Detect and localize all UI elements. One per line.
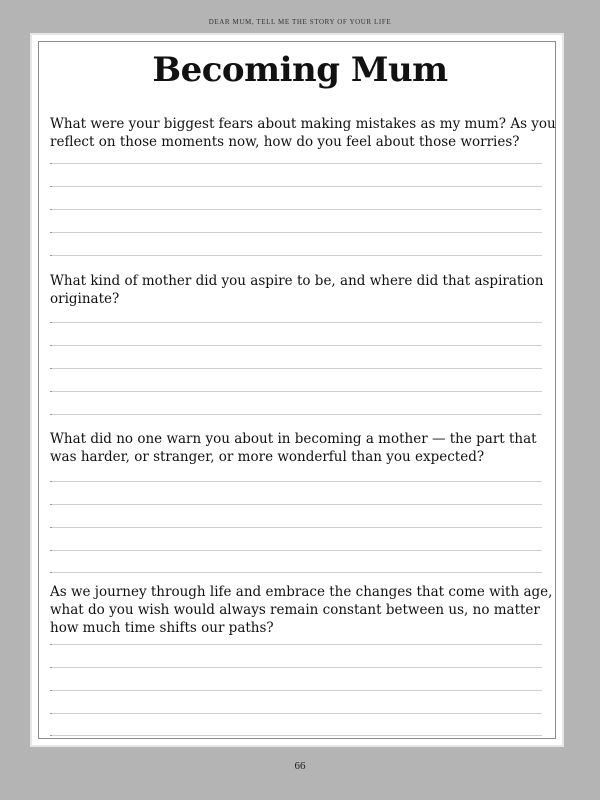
answer-line[interactable] [50, 690, 542, 691]
answer-line[interactable] [50, 572, 542, 573]
page-title: Becoming Mum [152, 50, 448, 90]
answer-line[interactable] [50, 163, 542, 164]
answer-line[interactable] [50, 644, 542, 645]
answer-line[interactable] [50, 550, 542, 551]
answer-line[interactable] [50, 186, 542, 187]
answer-line[interactable] [50, 391, 542, 392]
page-number: 66 [294, 760, 306, 772]
question-3-line-1: What did no one warn you about in becoming a mother — the part that [50, 431, 537, 447]
question-4-line-3: how much time shifts our paths? [50, 620, 274, 636]
answer-line[interactable] [50, 527, 542, 528]
question-2-line-1: What kind of mother did you aspire to be, and where did that aspiration [50, 273, 544, 289]
answer-line[interactable] [50, 481, 542, 482]
answer-line[interactable] [50, 368, 542, 369]
question-2-line-2: originate? [50, 291, 120, 307]
answer-line[interactable] [50, 667, 542, 668]
question-block-4 [50, 583, 553, 738]
question-block-2 [50, 272, 542, 414]
question-1-line-1: What were your biggest fears about making mistakes as my mum? As you [50, 116, 556, 132]
question-block-1 [50, 115, 556, 255]
answer-line[interactable] [50, 209, 542, 210]
answer-line[interactable] [50, 504, 542, 505]
answer-line[interactable] [50, 345, 542, 346]
answer-line[interactable] [50, 735, 542, 736]
answer-line[interactable] [50, 322, 542, 323]
question-3-line-2: was harder, or stranger, or more wonderful than you expected? [50, 449, 485, 465]
answer-line[interactable] [50, 232, 542, 233]
answer-line[interactable] [50, 414, 542, 415]
question-1-line-2: reflect on those moments now, how do you feel about those worries? [50, 134, 520, 150]
running-header: DEAR MUM, TELL ME THE STORY OF YOUR LIFE [208, 18, 392, 26]
question-4-line-1: As we journey through life and embrace the changes that come with age, [50, 584, 553, 600]
answer-line[interactable] [50, 255, 542, 256]
question-4-line-2: what do you wish would always remain constant between us, no matter [50, 602, 540, 618]
question-block-3 [50, 430, 542, 572]
answer-line[interactable] [50, 713, 542, 714]
